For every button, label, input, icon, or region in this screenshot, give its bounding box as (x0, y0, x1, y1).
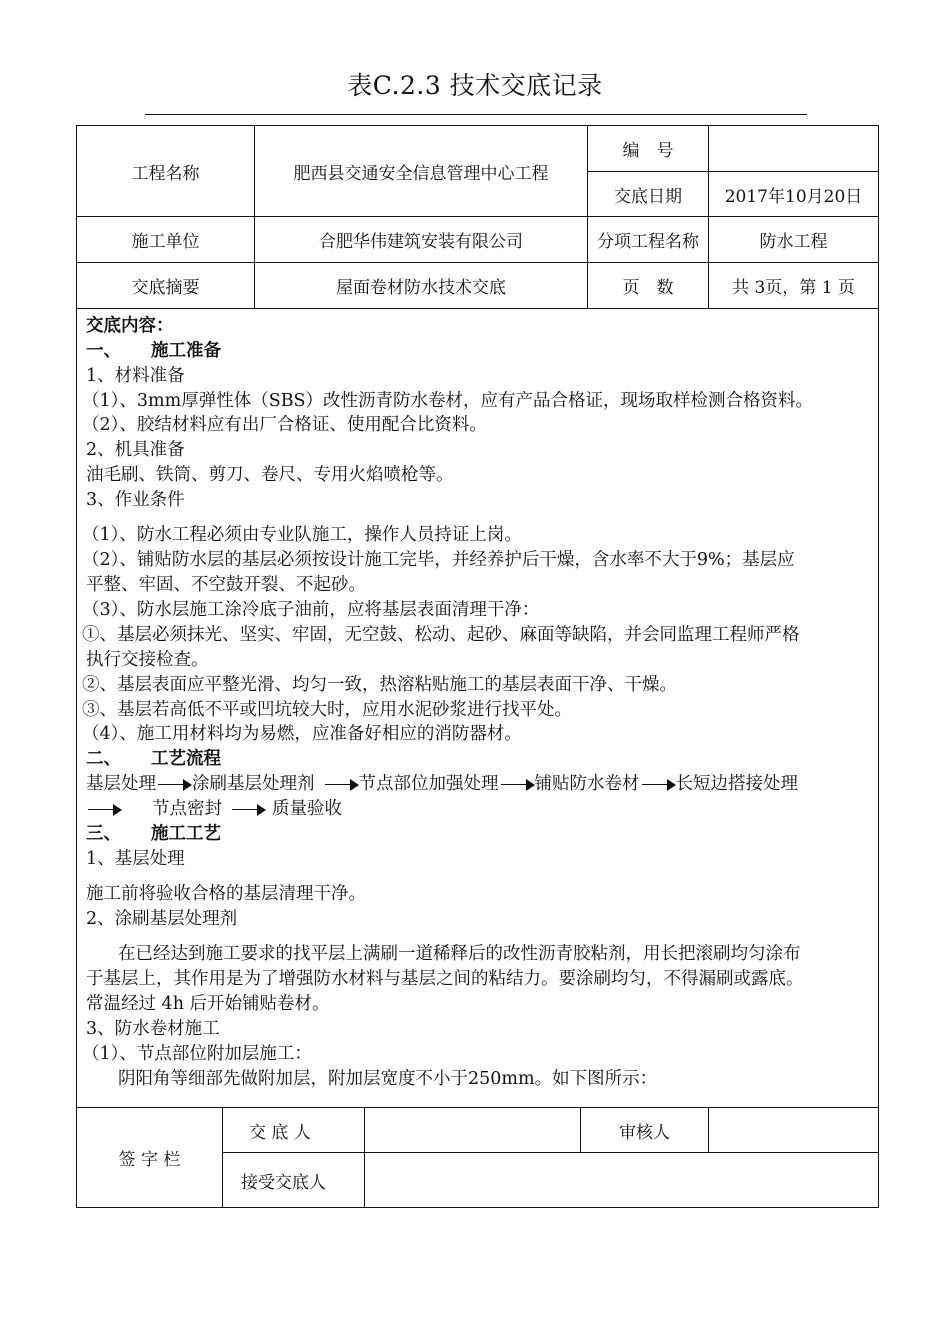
subitem-label: 分项工程名称 (597, 232, 699, 252)
pages-label: 页 数 (622, 278, 674, 298)
grid-line (76, 308, 879, 309)
table-border-right (878, 125, 879, 1208)
table-border-bottom (76, 1207, 879, 1208)
section-heading (86, 820, 221, 845)
section-title: 工艺流程 (151, 749, 221, 769)
summary-value: 屋面卷材防水技术交底 (336, 278, 506, 298)
text-line: 施工前将验收合格的基层清理干净。 (86, 884, 366, 904)
section-number: 二、 (86, 749, 121, 769)
section-heading (86, 745, 221, 770)
text-line: （2）、铺贴防水层的基层必须按设计施工完毕，并经养护后干燥，含水率不大于9%；基层应 (82, 550, 795, 570)
summary-label: 交底摘要 (131, 278, 200, 298)
section-number: 一、 (86, 341, 121, 361)
flow-arrow-icon (323, 779, 359, 791)
text-line: 1、材料准备 (86, 366, 185, 386)
flow-arrow-icon (499, 779, 535, 791)
flow-arrow-icon (86, 804, 122, 816)
text-line: （1）、防水工程必须由专业队施工，操作人员持证上岗。 (82, 525, 522, 545)
text-line: （3）、防水层施工涂冷底子油前，应将基层表面清理干净： (82, 600, 540, 620)
text-line: 3、作业条件 (86, 490, 185, 510)
number-value (709, 126, 878, 171)
content-heading: 交底内容： (86, 316, 174, 336)
flow-step: 节点部位加强处理 (358, 774, 499, 794)
text-line: 油毛刷、铁筒、剪刀、卷尺、专用火焰喷枪等。 (86, 465, 454, 485)
text-line: ③、基层若高低不平或凹坑较大时，应用水泥砂浆进行找平处。 (82, 700, 572, 720)
text-line: 3、防水卷材施工 (86, 1019, 220, 1039)
section-heading (86, 337, 221, 362)
section-number: 三、 (86, 824, 121, 844)
process-flow-line-1 (86, 770, 798, 795)
reviewer-label: 审核人 (619, 1122, 670, 1143)
project-name-value: 肥西县交通安全信息管理中心工程 (293, 163, 549, 184)
pages-value: 共 3页，第 1 页 (732, 278, 855, 298)
text-line: 1、基层处理 (86, 849, 185, 869)
contractor-label: 施工单位 (131, 232, 200, 252)
discloser-label: 交 底 人 (249, 1122, 311, 1143)
date-label: 交底日期 (614, 186, 682, 207)
project-name-label: 工程名称 (131, 163, 200, 184)
number-label: 编 号 (622, 141, 674, 161)
receiver-signature-field[interactable] (365, 1153, 878, 1207)
text-line: ②、基层表面应平整光滑、均匀一致，热溶粘贴施工的基层表面干净、干燥。 (82, 675, 677, 695)
text-line: 2、机具准备 (86, 440, 185, 460)
text-line: 阴阳角等细部先做附加层，附加层宽度不小于250mm。如下图所示： (118, 1069, 658, 1089)
signature-label: 签 字 栏 (118, 1150, 181, 1170)
text-line: （1）、3mm厚弹性体（SBS）改性沥青防水卷材，应有产品合格证，现场取样检测合格资料。 (82, 391, 814, 411)
text-line: 2、涂刷基层处理剂 (86, 909, 238, 929)
reviewer-signature-field[interactable] (709, 1108, 878, 1152)
flow-arrow-icon (156, 779, 192, 791)
text-line: （4）、施工用材料均为易燃，应准备好相应的消防器材。 (82, 724, 522, 744)
flow-step: 节点密封 (152, 799, 222, 819)
text-line: 于基层上，其作用是为了增强防水材料与基层之间的粘结力。要涂刷均匀，不得漏刷或露底。 (86, 969, 804, 989)
receiver-label: 接受交底人 (241, 1172, 326, 1193)
flow-step: 铺贴防水卷材 (534, 774, 640, 794)
text-line: 常温经过 4h 后开始铺贴卷材。 (86, 994, 330, 1014)
subitem-value: 防水工程 (759, 232, 828, 252)
text-line: （2）、胶结材料应有出厂合格证、使用配合比资料。 (82, 415, 487, 435)
text-line: 平整、牢固、不空鼓开裂、不起砂。 (86, 575, 366, 595)
section-title: 施工准备 (151, 341, 221, 361)
text-line: （1）、节点部位附加层施工： (82, 1044, 312, 1064)
title-underline (145, 114, 807, 115)
flow-step: 基层处理 (86, 774, 156, 794)
contractor-value: 合肥华伟建筑安装有限公司 (319, 232, 523, 252)
flow-step: 涂刷基层处理剂 (192, 774, 315, 794)
discloser-signature-field[interactable] (365, 1108, 580, 1152)
flow-step: 长短边搭接处理 (675, 774, 798, 794)
flow-arrow-icon (640, 779, 676, 791)
text-line: 执行交接检查。 (86, 650, 209, 670)
process-flow-line-2 (86, 795, 342, 820)
date-value: 2017年10月20日 (724, 186, 863, 207)
section-title: 施工工艺 (151, 824, 221, 844)
flow-step: 质量验收 (272, 799, 342, 819)
text-line: ①、基层必须抹光、坚实、牢固，无空鼓、松动、起砂、麻面等缺陷，并会同监理工程师严格 (82, 625, 800, 645)
page-title: 表C.2.3 技术交底记录 (347, 71, 603, 100)
text-line: 在已经达到施工要求的找平层上满刷一道稀释后的改性沥青胶粘剂，用长把滚刷均匀涂布 (118, 944, 801, 964)
flow-arrow-icon (230, 804, 266, 816)
